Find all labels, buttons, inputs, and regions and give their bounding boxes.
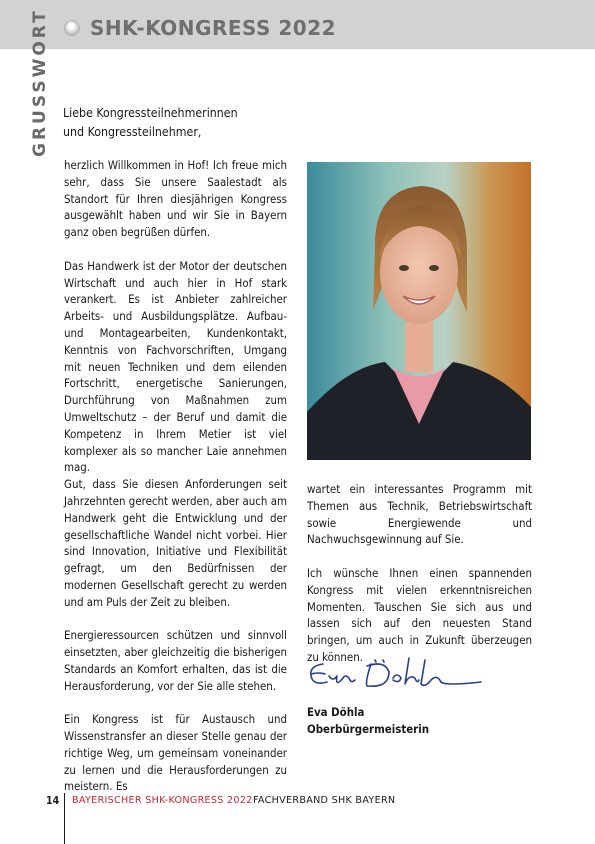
body-column-left <box>64 157 287 795</box>
salutation-line-2: und Kongressteilnehmer, <box>63 125 202 139</box>
circle-bullet-icon <box>64 20 80 36</box>
salutation-line-1: Liebe Kongressteilnehmerinnen <box>63 106 238 120</box>
paragraph-anforderungen: Gut, dass Sie diesen Anforderungen seit Jahrzehnten gerecht werden, aber auch am Handwerk geht die Entwicklung und der gesellschaftliche Wandel nicht vorbei. Hier sind Innovation, Initiative und Flexibilität gefragt, um den Bedürfnissen der modernen Gesellschaft gerecht zu werden und am Puls der Zeit zu bleiben. <box>64 477 287 609</box>
handwritten-signature <box>305 652 485 698</box>
paragraph-handwerk: Das Handwerk ist der Motor der deutschen Wirtschaft und auch hier in Hof stark verankert. Es ist Anbieter zahlreicher Arbeits- und Ausbildungsplätze. Aufbau- und Montagearbeiten, Kundenkontakt, Kenntnis von Fachvorschriften, Umgang mit neuen Techniken und dem eilenden Fortschritt, energetische Sanierungen, Durchführung von Maßnahmen zum Umweltschutz – der Beruf und damit die Kompetenz in Ihrem Metier ist viel komplexer als so mancher Laie annehmen mag. <box>64 258 287 475</box>
portrait-photo <box>307 162 531 460</box>
signatory-name: Eva Döhla <box>307 705 365 719</box>
footer-publication: BAYERISCHER SHK-KONGRESS 2022 <box>72 795 253 806</box>
body-column-right <box>307 481 532 666</box>
footer-divider <box>64 793 65 844</box>
salutation <box>63 104 238 142</box>
page-number: 14 <box>46 795 60 807</box>
signatory-role: Oberbürgermeisterin <box>307 722 430 736</box>
section-label-vertical: GRUSSWORT <box>30 8 50 157</box>
paragraph-programm: wartet ein interessantes Programm mit Themen aus Technik, Betriebswirtschaft sowie Energiewende und Nachwuchsgewinnung auf Sie. <box>307 482 532 547</box>
page-header-title: SHK-KONGRESS 2022 <box>90 16 337 40</box>
paragraph-wuensche: Ich wünsche Ihnen einen spannenden Kongress mit vielen erkenntnisreichen Momenten. Tauschen Sie sich aus und lassen sich auf den neuesten Stand bringen, um auch in Zukunft überzeugen zu können. <box>307 565 532 664</box>
portrait-illustration <box>307 162 531 460</box>
paragraph-welcome: herzlich Willkommen in Hof! Ich freue mich sehr, dass Sie unsere Saalestadt als Standort für Ihren diesjährigen Kongress ausgewählt haben und wir Sie in Bayern ganz oben begrüßen dürfen. <box>64 158 287 240</box>
paragraph-energieressourcen: Energieressourcen schützen und sinnvoll einsetzten, aber gleichzeitig die bisherigen Standards an Komfort erhalten, das ist die Herausforderung, vor der Sie alle stehen. <box>64 628 287 693</box>
paragraph-kongress: Ein Kongress ist für Austausch und Wissenstransfer an dieser Stelle genau der richtige Weg, um gemeinsam voneinander zu lernen und die Herausforderungen zu meistern. Es <box>64 712 287 794</box>
footer-organization: FACHVERBAND SHK BAYERN <box>253 795 396 806</box>
